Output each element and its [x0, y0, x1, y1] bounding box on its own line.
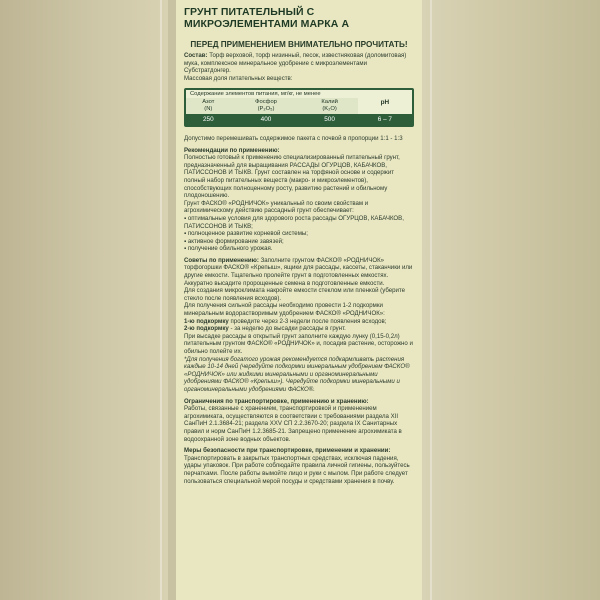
column-nitrogen — [186, 98, 231, 114]
package-right-side — [422, 0, 600, 600]
recommendations-heading: Рекомендации по применению: — [184, 146, 280, 154]
package-left-side — [0, 0, 168, 600]
label-panel — [176, 0, 422, 600]
read-warning: ПЕРЕД ПРИМЕНЕНИЕМ ВНИМАТЕЛЬНО ПРОЧИТАТЬ! — [190, 40, 408, 49]
feeding-2-text: - за неделю до высадки рассады в грунт. — [230, 325, 346, 333]
planting-text: При высадке рассады в открытый грунт заполните каждую лунку (0,15-0,2л) питательным грунтом ФАСКО® «РОДНИЧОК» и, посадив растение, осторожно и обильно полейте их. — [184, 332, 413, 355]
brand-text: Грунт ФАСКО® «РОДНИЧОК» уникальный по своим свойствам и агрохимическому действию рассадный грунт обеспечивает: — [184, 199, 369, 215]
mixing-note: Допустимо перемешивать содержимое пакета с почвой в пропорции 1:1 - 1:3 — [184, 134, 403, 142]
safety-heading: Меры безопасности при транспортировке, применении и хранении: — [184, 447, 391, 455]
package-fold — [430, 0, 432, 600]
list-item: ▪ оптимальные условия для здорового роста рассады ОГУРЦОВ, КАБАЧКОВ, ПАТИССОНОВ И ТЫКВ; — [184, 215, 414, 230]
potassium-value: 500 — [301, 114, 357, 125]
package-fold — [160, 0, 162, 600]
column-formula: (P₂O₅) — [257, 106, 275, 113]
advice-heading: Советы по применению: — [184, 256, 259, 264]
list-item: ▪ получение обильного урожая. — [184, 245, 414, 253]
feeding-2 — [184, 325, 414, 333]
column-name: Калий — [321, 99, 338, 106]
ph-value: 6 – 7 — [358, 114, 412, 125]
feeding-2-label: 2-ю подкормку — [184, 325, 229, 333]
feeding-1-label: 1-ю подкормку — [184, 317, 229, 325]
recommendations-text: Полностью готовый к применению специализированный питательный грунт, предназначенный для выращивания РАССАДЫ ОГУРЦОВ, КАБАЧКОВ, ПАТИССОНОВ И ТЫКВ. Грунт составлен на торфяной основе и содержит полный набор питательных веществ (макро- и микроэлементов), способствующих полноценному росту, развитию растений и обильному плодоношению. — [184, 154, 400, 200]
nitrogen-value: 250 — [186, 114, 231, 125]
column-potassium — [301, 98, 357, 114]
mass-fraction-label: Массовая доля питательных веществ: — [184, 74, 293, 82]
table-caption: Содержание элементов питания, мг/кг, не менее — [186, 90, 358, 98]
list-item: ▪ полноценное развитие корневой системы; — [184, 230, 414, 238]
list-item: ▪ активное формирование завязей; — [184, 238, 414, 246]
restrictions-heading: Ограничения по транспортировке, применению и хранению: — [184, 397, 369, 405]
restrictions-text: Работы, связанные с хранением, транспортировкой и применением агрохимиката, осуществляются в соответствии с требованиями раздела XII СанПиН 2.1.3684-21; раздела XXV СП 2.2.3670-20; раздела IX Санитарных правил и норм СанПиН 1.2.3685-21. Запрещено применение агрохимиката в водоохранной зоне водных объектов. — [184, 405, 402, 443]
advice-text: Заполните грунтом ФАСКО® «РОДНИЧОК» торфогоршки ФАСКО® «Крепыш», ящики для рассады, кассеты, стаканчики или другие емкости. Тщательно пролейте грунт в подготовленных емкостях. Аккуратно высадите пророщенные семена в подготовленные емкости. — [184, 256, 413, 287]
advice — [184, 257, 414, 287]
product-title: ГРУНТ ПИТАТЕЛЬНЫЙ С МИКРОЭЛЕМЕНТАМИ МАРКА А — [184, 6, 350, 30]
ph-header: pH — [358, 90, 412, 114]
composition-text: Торф верховой, торф низинный, песок, известняковая (доломитовая) мука, комплексное минеральное удобрение с микроэлементами Субстратдонгер. — [184, 52, 407, 75]
composition-label: Состав: — [184, 52, 208, 59]
feeding-1-text: проведите через 2-3 недели после появления всходов; — [230, 317, 387, 325]
nutrient-table — [184, 88, 414, 127]
microclimate-text: Для создания микроклимата накройте емкости стеклом или пленкой (уберите стекло после появления всходов). — [184, 287, 406, 302]
composition — [184, 52, 414, 75]
column-name: Фосфор — [255, 99, 277, 106]
feeding-note: *Для получения богатого урожая рекомендуется подкармливать растения каждые 10-14 дней (чередуйте подкормки минеральным удобрением ФАСКО® «РОДНИЧОК» или жидкими минеральными и органоминеральными удобрениями ФАСКО® «Крепыш»). Чередуйте подкормки минеральными и органоминеральными удобрениями ФАСКО®. — [184, 355, 410, 393]
column-formula: (K₂O) — [322, 106, 337, 113]
column-name: Азот — [202, 99, 215, 106]
safety-text: Транспортировать в закрытых транспортных средствах, исключая падения, удары упаковок. При работе соблюдайте правила личной гигиены, пользуйтесь перчатками. После работы вымойте лицо и руки с мылом. При работе следует пользоваться специальной мерой посуды и средствами хранения в почву. — [184, 454, 410, 485]
feeding-intro: Для получения сильной рассады необходимо провести 1-2 подкормки минеральным водорастворимым удобрением ФАСКО® «РОДНИЧОК»: — [184, 302, 385, 318]
column-phosphorus — [231, 98, 302, 114]
phosphorus-value: 400 — [231, 114, 302, 125]
column-formula: (N) — [204, 106, 213, 113]
feeding-1 — [184, 318, 414, 326]
